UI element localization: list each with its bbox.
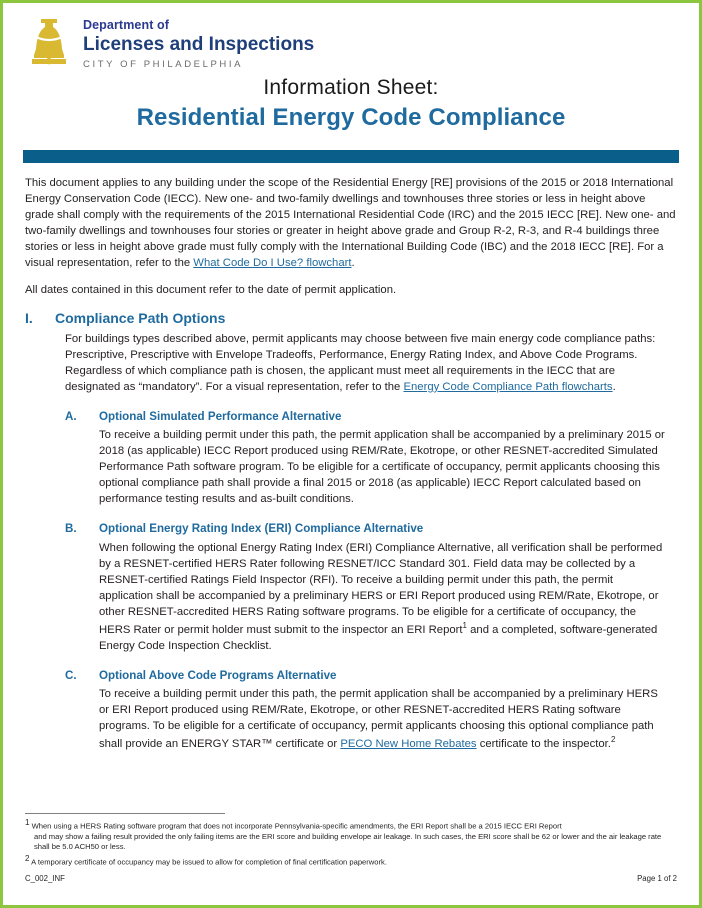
subsection-b-title: Optional Energy Rating Index (ERI) Compliance Alternative	[99, 522, 424, 536]
intro-paragraph-1	[25, 175, 677, 271]
footnote-2-marker: 2	[25, 854, 30, 864]
page-number: Page 1 of 2	[637, 874, 677, 883]
what-code-do-i-use-link[interactable]: What Code Do I Use? flowchart	[193, 256, 352, 269]
section-title: Compliance Path Options	[55, 309, 226, 326]
department-name: Licenses and Inspections	[83, 33, 315, 55]
city-label: CITY OF PHILADELPHIA	[83, 58, 244, 70]
header-divider-bar	[23, 150, 679, 163]
footnote-1-line2: and may show a failing result provided the only failing items are the ERI score and building envelope air leakage. In such cases, the ERI score shall be 62 or lower and the air leakage rate shall be 5.0 ACH50 or less.	[34, 831, 662, 851]
compliance-path-flowcharts-link[interactable]: Energy Code Compliance Path flowcharts	[403, 380, 613, 393]
document-code: C_002_INF	[25, 874, 65, 883]
footnote-1	[25, 818, 677, 852]
subsection-b	[25, 521, 677, 653]
agency-name-block	[83, 17, 314, 70]
subsection-b-text-1: When following the optional Energy Rating Index (ERI) Compliance Alternative, all verification shall be performed by a RESNET-certified HERS Rater following RESNET/ICC Standard 301. Field data may be collected by a RESNET-certified Ratings Field Inspector (RFI). To receive a building permit under this path, the permit application shall be accompanied by a preliminary HERS or ERI Report produced using REM/Rate, Ekotrope, or other RESNET-accredited HERS Rating software programs. To be eligible for a certificate of occupancy, the HERS Rater or permit holder must submit to the inspector an ERI Report	[99, 541, 663, 636]
subsection-b-text-2: and a completed, software-generated Energy Code Inspection Checklist.	[99, 623, 658, 652]
section-intro-text-end: .	[612, 380, 616, 393]
footnote-2	[25, 854, 677, 868]
subsection-c-text-2: certificate to the inspector.	[476, 738, 611, 751]
footnote-2-text: A temporary certificate of occupancy may be issued to allow for completion of final certification paperwork.	[29, 857, 387, 867]
subsection-b-letter: B.	[65, 522, 77, 536]
peco-new-home-rebates-link[interactable]: PECO New Home Rebates	[340, 738, 477, 751]
subsection-a-heading	[65, 409, 677, 425]
intro-text-1: This document applies to any building under the scope of the Residential Energy [RE] provisions of the 2015 or 2018 International Energy Conservation Code (IECC). New one- and two-family dwellings and townhouses three stories or less in height above grade shall comply with the requirements of the 2015 International Residential Code (IRC) and the 2015 IECC [RE]. New one- and two-family dwellings and townhouses four stories or greater in height above grade and Group R-2, R-3, and R-4 buildings three stories or less in height above grade must fully comply with the International Building Code (IBC) and the 2018 IECC [RE]. For a visual representation, refer to the	[25, 176, 676, 269]
footnote-ref-1: 1	[462, 621, 467, 631]
section-heading	[25, 309, 677, 329]
subsection-c-letter: C.	[65, 668, 77, 682]
intro-text-1-end: .	[351, 256, 355, 269]
section-number: I.	[25, 309, 33, 326]
agency-logo-row	[27, 17, 675, 70]
page-title: Residential Energy Code Compliance	[136, 103, 566, 131]
subsection-c-title: Optional Above Code Programs Alternative	[99, 668, 337, 682]
subsection-b-heading	[65, 521, 677, 537]
subsection-a-letter: A.	[65, 409, 77, 423]
footnotes-area	[25, 813, 677, 883]
subsection-b-body	[99, 540, 665, 654]
subsection-a-body: To receive a building permit under this path, the permit application shall be accompanied by a preliminary 2015 or 2018 (as applicable) IECC Report produced using REM/Rate, Ekotrope, or other RESNET-accredited Simulated Performance Path software program. To be eligible for a certificate of occupancy, permit applicants choosing this optional compliance path shall provide a final 2015 or 2018 (as applicable) IECC Report calculated based on performance testing results and as-built conditions.	[99, 429, 665, 506]
intro-paragraph-2: All dates contained in this document refer to the date of permit application.	[25, 283, 397, 296]
subsection-c-body	[99, 686, 665, 752]
footnote-divider	[25, 813, 225, 814]
document-header	[3, 3, 699, 136]
document-subtitle: Information Sheet:	[263, 75, 439, 99]
document-title-block	[27, 76, 675, 132]
subsection-c-heading	[65, 668, 677, 684]
section-intro	[65, 331, 667, 395]
footnote-ref-2: 2	[610, 735, 616, 745]
footnote-1-marker: 1	[25, 817, 30, 827]
document-body	[3, 163, 699, 753]
subsection-c	[25, 668, 677, 752]
footnote-1-line1: When using a HERS Rating software program that does not incorporate Pennsylvania-specific amendments, the ERI Report shall be a 2015 IECC ERI Report	[29, 821, 562, 831]
subsection-a-title: Optional Simulated Performance Alternative	[99, 409, 342, 423]
subsection-a	[25, 409, 677, 508]
liberty-bell-icon	[27, 17, 71, 69]
section-intro-text: For buildings types described above, permit applicants may choose between five main energy code compliance paths: Prescriptive, Prescriptive with Envelope Tradeoffs, Performance, Energy Rating Index, and Above Code Programs. Regardless of which compliance path is chosen, the applicant must meet all requirements in the IECC that are designated as “mandatory”. For a visual representation, refer to the	[65, 332, 656, 393]
department-label: Department of	[83, 18, 170, 32]
subsection-c-text-1: To receive a building permit under this path, the permit application shall be accompanied by a preliminary HERS or ERI Report produced using REM/Rate, Ekotrope, or other RESNET-accredited HERS Rating software programs. To be eligible for a certificate of occupancy, permit applicants choosing this optional compliance path shall provide an ENERGY STAR™ certificate or	[99, 688, 658, 751]
page-footer	[25, 874, 677, 883]
